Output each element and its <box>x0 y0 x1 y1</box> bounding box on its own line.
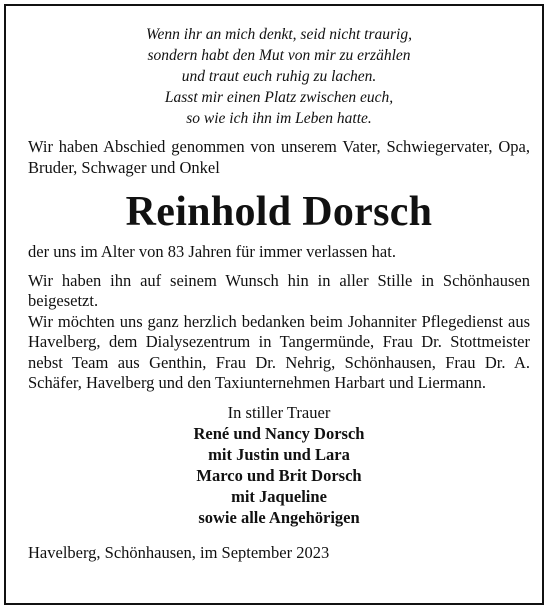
poem-line: und traut euch ruhig zu lachen. <box>181 68 377 85</box>
intro-text: Wir haben Abschied genommen von unserem Vater, Schwiegervater, Opa, Bruder, Schwager und Onkel <box>28 137 530 177</box>
burial-text: Wir haben ihn auf seinem Wunsch hin in aller Stille in Schönhausen beigesetzt. <box>28 270 530 310</box>
mourning-intro: In stiller Trauer <box>227 402 331 422</box>
mourner-line: mit Jaqueline <box>231 486 327 506</box>
poem-line: so wie ich ihn im Leben hatte. <box>186 110 372 127</box>
mourner-line: Marco und Brit Dorsch <box>196 465 362 485</box>
place-date: Havelberg, Schönhausen, im September 2023 <box>28 542 330 562</box>
poem-line: sondern habt den Mut von mir zu erzählen <box>147 47 411 64</box>
mourner-line: sowie alle Angehörigen <box>198 507 360 527</box>
poem <box>28 24 530 129</box>
obituary-frame <box>4 4 544 605</box>
obituary-content <box>28 24 530 563</box>
age-line: der uns im Alter von 83 Jahren für immer verlassen hat. <box>28 242 396 261</box>
mourner-line: mit Justin und Lara <box>208 444 350 464</box>
signature-block <box>28 402 530 528</box>
deceased-name: Reinhold Dorsch <box>125 189 433 235</box>
thanks-text: Wir möchten uns ganz herzlich bedanken beim Johanniter Pflegedienst aus Havelberg, dem Dialysezentrum in Tangermünde, Frau Dr. Stottmeister nebst Team aus Genthin, Frau Dr. Nehrig, Schönhausen, Frau Dr. A. Schäfer, Havelberg und den Taxiunternehmen Harbart und Liermann. <box>28 311 530 392</box>
poem-line: Lasst mir einen Platz zwischen euch, <box>164 89 394 106</box>
poem-line: Wenn ihr an mich denkt, seid nicht traurig, <box>146 26 412 43</box>
mourner-line: René und Nancy Dorsch <box>193 423 365 443</box>
